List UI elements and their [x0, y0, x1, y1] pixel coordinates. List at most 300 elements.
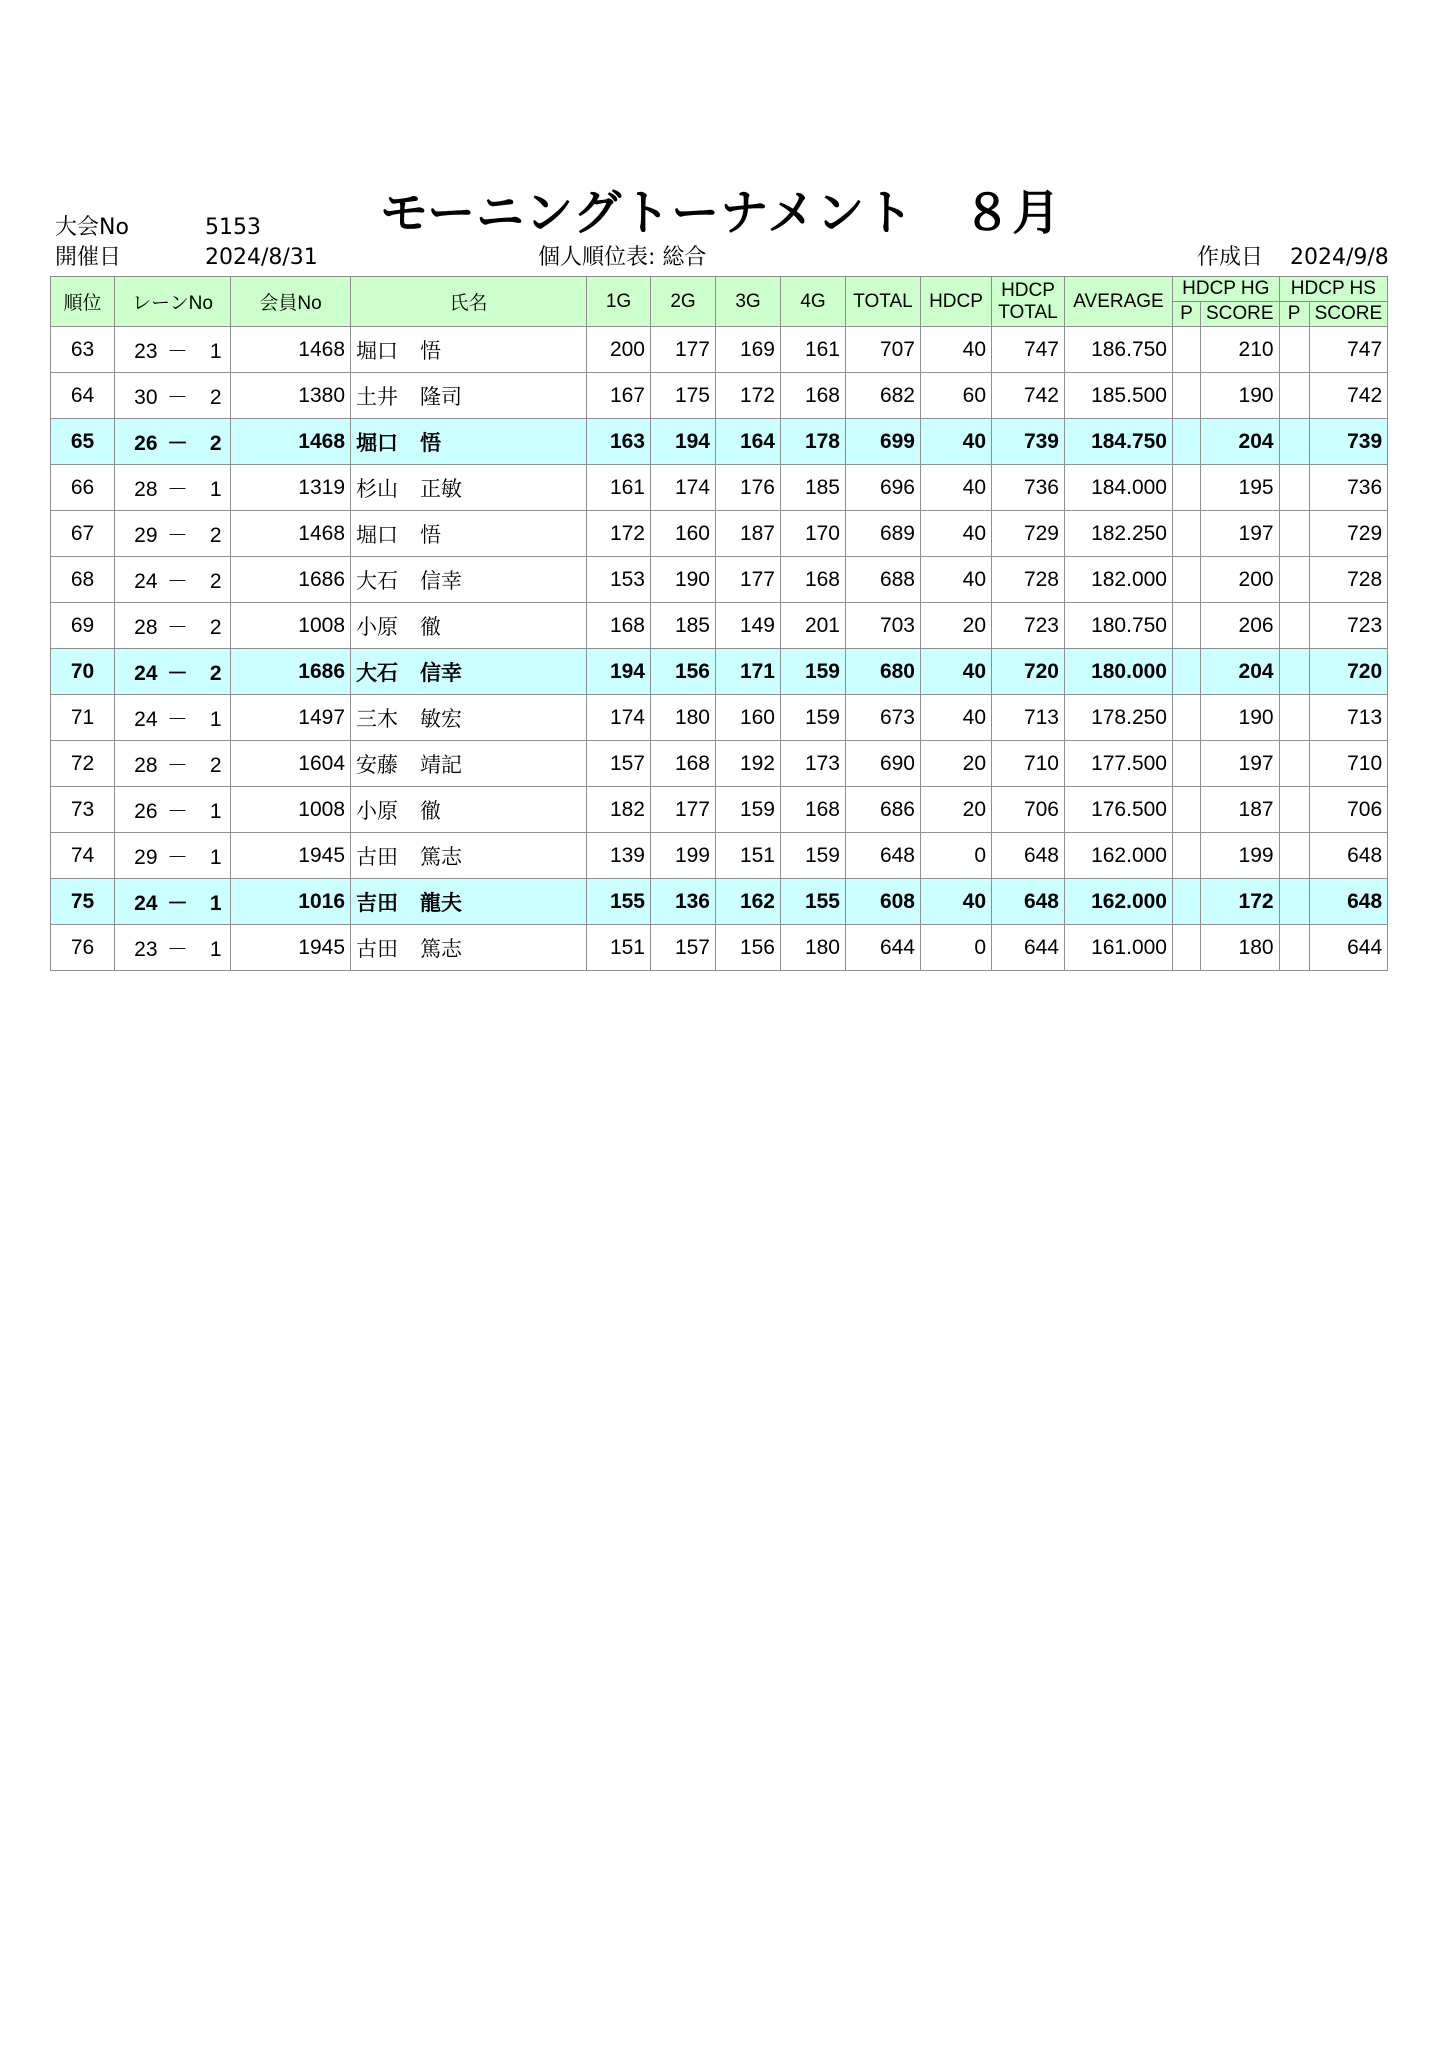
- given-name: 信幸: [420, 661, 462, 685]
- col-name: 氏名: [351, 277, 587, 327]
- col-lane: レーンNo: [115, 277, 231, 327]
- game2-cell: 177: [651, 787, 716, 833]
- surname: 堀口: [356, 339, 398, 363]
- hs-p-cell: [1279, 465, 1309, 511]
- total-cell: 703: [846, 603, 921, 649]
- hs-p-cell: [1279, 373, 1309, 419]
- lane-separator: －: [167, 891, 188, 915]
- game1-cell: 174: [587, 695, 651, 741]
- hs-p-cell: [1279, 787, 1309, 833]
- lane-position: 2: [209, 753, 222, 777]
- game1-cell: 139: [587, 833, 651, 879]
- event-date-label: 開催日: [55, 245, 122, 270]
- game2-cell: 174: [651, 465, 716, 511]
- rank-cell: 71: [51, 695, 115, 741]
- hdcp-cell: 40: [921, 511, 992, 557]
- given-name: 信幸: [420, 569, 462, 593]
- hs-score-cell: 720: [1309, 649, 1388, 695]
- lane-cell: [115, 925, 231, 971]
- player-name-cell: [351, 557, 587, 603]
- rank-cell: 63: [51, 327, 115, 373]
- member-no-cell: 1016: [231, 879, 351, 925]
- lane-separator: －: [167, 569, 188, 593]
- game4-cell: 173: [781, 741, 846, 787]
- total-cell: 696: [846, 465, 921, 511]
- lane-number: 23: [134, 339, 158, 363]
- player-name-cell: [351, 511, 587, 557]
- lane-number: 24: [134, 707, 158, 731]
- lane-separator: －: [167, 845, 188, 869]
- lane-cell: [115, 695, 231, 741]
- col-hg-score: SCORE: [1201, 302, 1280, 327]
- game2-cell: 194: [651, 419, 716, 465]
- lane-position: 1: [209, 339, 222, 363]
- hg-score-cell: 200: [1201, 557, 1280, 603]
- hdcp-total-cell: 723: [992, 603, 1065, 649]
- hs-score-cell: 710: [1309, 741, 1388, 787]
- hs-score-cell: 729: [1309, 511, 1388, 557]
- total-cell: 699: [846, 419, 921, 465]
- surname: 古田: [356, 937, 398, 961]
- hs-score-cell: 723: [1309, 603, 1388, 649]
- hdcp-total-cell: 728: [992, 557, 1065, 603]
- game4-cell: 180: [781, 925, 846, 971]
- table-row: [51, 787, 1388, 833]
- average-cell: 184.750: [1065, 419, 1173, 465]
- game4-cell: 170: [781, 511, 846, 557]
- lane-cell: [115, 603, 231, 649]
- member-no-cell: 1945: [231, 833, 351, 879]
- hg-p-cell: [1173, 649, 1201, 695]
- lane-position: 1: [209, 799, 222, 823]
- table-header: [51, 277, 1388, 327]
- hs-score-cell: 747: [1309, 327, 1388, 373]
- game3-cell: 172: [716, 373, 781, 419]
- rank-cell: 74: [51, 833, 115, 879]
- lane-position: 1: [209, 891, 222, 915]
- game3-cell: 176: [716, 465, 781, 511]
- game3-cell: 192: [716, 741, 781, 787]
- game1-cell: 157: [587, 741, 651, 787]
- surname: 古田: [356, 845, 398, 869]
- game2-cell: 157: [651, 925, 716, 971]
- table-body: [51, 327, 1388, 971]
- given-name: 徹: [420, 799, 441, 823]
- game3-cell: 164: [716, 419, 781, 465]
- hg-p-cell: [1173, 925, 1201, 971]
- hg-score-cell: 180: [1201, 925, 1280, 971]
- game2-cell: 180: [651, 695, 716, 741]
- hg-p-cell: [1173, 373, 1201, 419]
- col-total: TOTAL: [846, 277, 921, 327]
- game3-cell: 151: [716, 833, 781, 879]
- hg-p-cell: [1173, 787, 1201, 833]
- game1-cell: 167: [587, 373, 651, 419]
- table-row: [51, 925, 1388, 971]
- hg-p-cell: [1173, 603, 1201, 649]
- lane-separator: －: [167, 523, 188, 547]
- player-name-cell: [351, 879, 587, 925]
- lane-number: 24: [134, 891, 158, 915]
- hs-p-cell: [1279, 511, 1309, 557]
- given-name: 正敏: [420, 477, 462, 501]
- player-name-cell: [351, 833, 587, 879]
- col-hdcp-hg-group: HDCP HG: [1173, 277, 1280, 302]
- hs-score-cell: 648: [1309, 833, 1388, 879]
- lane-position: 1: [209, 477, 222, 501]
- rank-cell: 73: [51, 787, 115, 833]
- surname: 大石: [356, 661, 398, 685]
- hs-score-cell: 739: [1309, 419, 1388, 465]
- hg-score-cell: 206: [1201, 603, 1280, 649]
- col-game1: 1G: [587, 277, 651, 327]
- rank-cell: 75: [51, 879, 115, 925]
- lane-separator: －: [167, 339, 188, 363]
- average-cell: 185.500: [1065, 373, 1173, 419]
- rank-cell: 69: [51, 603, 115, 649]
- game2-cell: 156: [651, 649, 716, 695]
- hdcp-cell: 40: [921, 419, 992, 465]
- game1-cell: 200: [587, 327, 651, 373]
- table-row: [51, 511, 1388, 557]
- rank-cell: 66: [51, 465, 115, 511]
- hdcp-cell: 40: [921, 649, 992, 695]
- game1-cell: 161: [587, 465, 651, 511]
- game2-cell: 160: [651, 511, 716, 557]
- hdcp-total-cell: 644: [992, 925, 1065, 971]
- lane-number: 26: [134, 431, 158, 455]
- col-hdcp: HDCP: [921, 277, 992, 327]
- hg-p-cell: [1173, 419, 1201, 465]
- col-game3: 3G: [716, 277, 781, 327]
- lane-cell: [115, 649, 231, 695]
- hdcp-cell: 40: [921, 557, 992, 603]
- given-name: 篤志: [420, 845, 462, 869]
- average-cell: 182.000: [1065, 557, 1173, 603]
- lane-separator: －: [167, 431, 188, 455]
- player-name-cell: [351, 695, 587, 741]
- game4-cell: 168: [781, 373, 846, 419]
- average-cell: 180.000: [1065, 649, 1173, 695]
- given-name: 敏宏: [420, 707, 462, 731]
- average-cell: 176.500: [1065, 787, 1173, 833]
- lane-cell: [115, 511, 231, 557]
- hs-score-cell: 706: [1309, 787, 1388, 833]
- col-hg-p: P: [1173, 302, 1201, 327]
- game2-cell: 136: [651, 879, 716, 925]
- total-cell: 707: [846, 327, 921, 373]
- game4-cell: 159: [781, 649, 846, 695]
- member-no-cell: 1497: [231, 695, 351, 741]
- hg-score-cell: 172: [1201, 879, 1280, 925]
- game4-cell: 201: [781, 603, 846, 649]
- game1-cell: 194: [587, 649, 651, 695]
- table-row: [51, 419, 1388, 465]
- game1-cell: 182: [587, 787, 651, 833]
- lane-number: 28: [134, 753, 158, 777]
- hdcp-cell: 40: [921, 695, 992, 741]
- game3-cell: 187: [716, 511, 781, 557]
- game3-cell: 169: [716, 327, 781, 373]
- lane-separator: －: [167, 707, 188, 731]
- game4-cell: 168: [781, 787, 846, 833]
- surname: 堀口: [356, 523, 398, 547]
- game4-cell: 159: [781, 695, 846, 741]
- hg-score-cell: 197: [1201, 741, 1280, 787]
- total-cell: 680: [846, 649, 921, 695]
- rank-cell: 72: [51, 741, 115, 787]
- game1-cell: 172: [587, 511, 651, 557]
- lane-number: 30: [134, 385, 158, 409]
- total-cell: 608: [846, 879, 921, 925]
- average-cell: 184.000: [1065, 465, 1173, 511]
- created-date-value: 2024/9/8: [1290, 245, 1389, 270]
- hdcp-cell: 0: [921, 833, 992, 879]
- game4-cell: 161: [781, 327, 846, 373]
- hg-score-cell: 187: [1201, 787, 1280, 833]
- surname: 吉田: [356, 891, 398, 915]
- surname: 杉山: [356, 477, 398, 501]
- lane-number: 24: [134, 661, 158, 685]
- given-name: 徹: [420, 615, 441, 639]
- hg-score-cell: 210: [1201, 327, 1280, 373]
- surname: 三木: [356, 707, 398, 731]
- player-name-cell: [351, 373, 587, 419]
- member-no-cell: 1604: [231, 741, 351, 787]
- game4-cell: 178: [781, 419, 846, 465]
- lane-separator: －: [167, 753, 188, 777]
- hdcp-total-cell: 720: [992, 649, 1065, 695]
- hs-p-cell: [1279, 603, 1309, 649]
- total-cell: 682: [846, 373, 921, 419]
- lane-cell: [115, 327, 231, 373]
- lane-cell: [115, 787, 231, 833]
- game1-cell: 153: [587, 557, 651, 603]
- member-no-cell: 1008: [231, 787, 351, 833]
- game3-cell: 177: [716, 557, 781, 603]
- lane-position: 2: [209, 661, 222, 685]
- lane-position: 2: [209, 431, 222, 455]
- col-hdcp-hs-group: HDCP HS: [1279, 277, 1388, 302]
- hg-p-cell: [1173, 879, 1201, 925]
- given-name: 悟: [420, 431, 441, 455]
- hs-score-cell: 742: [1309, 373, 1388, 419]
- col-rank: 順位: [51, 277, 115, 327]
- col-game2: 2G: [651, 277, 716, 327]
- game1-cell: 168: [587, 603, 651, 649]
- hdcp-total-cell: 736: [992, 465, 1065, 511]
- hdcp-cell: 40: [921, 879, 992, 925]
- hdcp-total-cell: 713: [992, 695, 1065, 741]
- member-no-cell: 1686: [231, 649, 351, 695]
- lane-number: 23: [134, 937, 158, 961]
- lane-number: 28: [134, 477, 158, 501]
- given-name: 隆司: [420, 385, 462, 409]
- lane-position: 2: [209, 615, 222, 639]
- hg-score-cell: 197: [1201, 511, 1280, 557]
- lane-cell: [115, 465, 231, 511]
- table-row: [51, 373, 1388, 419]
- surname: 安藤: [356, 753, 398, 777]
- hs-p-cell: [1279, 695, 1309, 741]
- total-cell: 690: [846, 741, 921, 787]
- lane-number: 28: [134, 615, 158, 639]
- surname: 土井: [356, 385, 398, 409]
- given-name: 悟: [420, 339, 441, 363]
- lane-cell: [115, 557, 231, 603]
- lane-position: 1: [209, 845, 222, 869]
- table-row: [51, 649, 1388, 695]
- average-cell: 161.000: [1065, 925, 1173, 971]
- hdcp-cell: 40: [921, 465, 992, 511]
- lane-separator: －: [167, 615, 188, 639]
- game2-cell: 199: [651, 833, 716, 879]
- hdcp-total-cell: 706: [992, 787, 1065, 833]
- lane-separator: －: [167, 477, 188, 501]
- table-row: [51, 741, 1388, 787]
- surname: 小原: [356, 615, 398, 639]
- game3-cell: 160: [716, 695, 781, 741]
- hdcp-cell: 20: [921, 603, 992, 649]
- hdcp-total-cell: 739: [992, 419, 1065, 465]
- col-hs-p: P: [1279, 302, 1309, 327]
- game2-cell: 177: [651, 327, 716, 373]
- given-name: 靖記: [420, 753, 462, 777]
- given-name: 篤志: [420, 937, 462, 961]
- player-name-cell: [351, 649, 587, 695]
- average-cell: 162.000: [1065, 879, 1173, 925]
- event-date-value: 2024/8/31: [205, 245, 318, 270]
- total-cell: 648: [846, 833, 921, 879]
- hdcp-cell: 20: [921, 741, 992, 787]
- lane-position: 2: [209, 385, 222, 409]
- rank-cell: 65: [51, 419, 115, 465]
- player-name-cell: [351, 741, 587, 787]
- lane-position: 1: [209, 937, 222, 961]
- hdcp-cell: 60: [921, 373, 992, 419]
- hdcp-total-cell: 742: [992, 373, 1065, 419]
- col-hdcp-total-line1: HDCP: [1001, 279, 1055, 301]
- member-no-cell: 1686: [231, 557, 351, 603]
- total-cell: 688: [846, 557, 921, 603]
- hg-score-cell: 190: [1201, 373, 1280, 419]
- table-row: [51, 695, 1388, 741]
- hs-p-cell: [1279, 741, 1309, 787]
- table-row: [51, 833, 1388, 879]
- game2-cell: 190: [651, 557, 716, 603]
- hg-p-cell: [1173, 511, 1201, 557]
- lane-separator: －: [167, 799, 188, 823]
- member-no-cell: 1380: [231, 373, 351, 419]
- surname: 小原: [356, 799, 398, 823]
- member-no-cell: 1945: [231, 925, 351, 971]
- total-cell: 644: [846, 925, 921, 971]
- hg-score-cell: 204: [1201, 649, 1280, 695]
- hg-score-cell: 190: [1201, 695, 1280, 741]
- member-no-cell: 1008: [231, 603, 351, 649]
- tournament-no-label: 大会No: [55, 215, 129, 240]
- total-cell: 686: [846, 787, 921, 833]
- member-no-cell: 1319: [231, 465, 351, 511]
- game4-cell: 168: [781, 557, 846, 603]
- lane-number: 26: [134, 799, 158, 823]
- game3-cell: 171: [716, 649, 781, 695]
- hs-p-cell: [1279, 419, 1309, 465]
- tournament-no-value: 5153: [205, 215, 261, 240]
- lane-position: 2: [209, 523, 222, 547]
- game1-cell: 155: [587, 879, 651, 925]
- hs-p-cell: [1279, 557, 1309, 603]
- hg-score-cell: 195: [1201, 465, 1280, 511]
- game2-cell: 175: [651, 373, 716, 419]
- surname: 堀口: [356, 431, 398, 455]
- game3-cell: 162: [716, 879, 781, 925]
- hs-score-cell: 713: [1309, 695, 1388, 741]
- game2-cell: 168: [651, 741, 716, 787]
- average-cell: 178.250: [1065, 695, 1173, 741]
- player-name-cell: [351, 419, 587, 465]
- hs-p-cell: [1279, 833, 1309, 879]
- average-cell: 182.250: [1065, 511, 1173, 557]
- table-row: [51, 879, 1388, 925]
- hg-p-cell: [1173, 741, 1201, 787]
- col-hs-score: SCORE: [1309, 302, 1388, 327]
- lane-cell: [115, 419, 231, 465]
- lane-cell: [115, 833, 231, 879]
- hs-p-cell: [1279, 879, 1309, 925]
- table-row: [51, 465, 1388, 511]
- given-name: 龍夫: [420, 891, 462, 915]
- hg-p-cell: [1173, 833, 1201, 879]
- lane-separator: －: [167, 385, 188, 409]
- game3-cell: 156: [716, 925, 781, 971]
- hs-score-cell: 648: [1309, 879, 1388, 925]
- col-game4: 4G: [781, 277, 846, 327]
- lane-position: 1: [209, 707, 222, 731]
- hs-score-cell: 736: [1309, 465, 1388, 511]
- table-row: [51, 327, 1388, 373]
- lane-number: 29: [134, 845, 158, 869]
- table-row: [51, 603, 1388, 649]
- hg-p-cell: [1173, 327, 1201, 373]
- hs-score-cell: 728: [1309, 557, 1388, 603]
- ranking-table: [50, 276, 1388, 971]
- member-no-cell: 1468: [231, 511, 351, 557]
- hs-p-cell: [1279, 649, 1309, 695]
- game4-cell: 159: [781, 833, 846, 879]
- col-hdcp-total: [992, 277, 1065, 327]
- lane-separator: －: [167, 661, 188, 685]
- hs-p-cell: [1279, 925, 1309, 971]
- game3-cell: 149: [716, 603, 781, 649]
- average-cell: 177.500: [1065, 741, 1173, 787]
- rank-cell: 70: [51, 649, 115, 695]
- surname: 大石: [356, 569, 398, 593]
- average-cell: 186.750: [1065, 327, 1173, 373]
- player-name-cell: [351, 603, 587, 649]
- hg-score-cell: 199: [1201, 833, 1280, 879]
- member-no-cell: 1468: [231, 327, 351, 373]
- hs-score-cell: 644: [1309, 925, 1388, 971]
- col-member-no: 会員No: [231, 277, 351, 327]
- total-cell: 673: [846, 695, 921, 741]
- lane-number: 29: [134, 523, 158, 547]
- game1-cell: 163: [587, 419, 651, 465]
- lane-number: 24: [134, 569, 158, 593]
- lane-cell: [115, 373, 231, 419]
- lane-cell: [115, 741, 231, 787]
- report-subtitle: 個人順位表: 総合: [538, 245, 707, 270]
